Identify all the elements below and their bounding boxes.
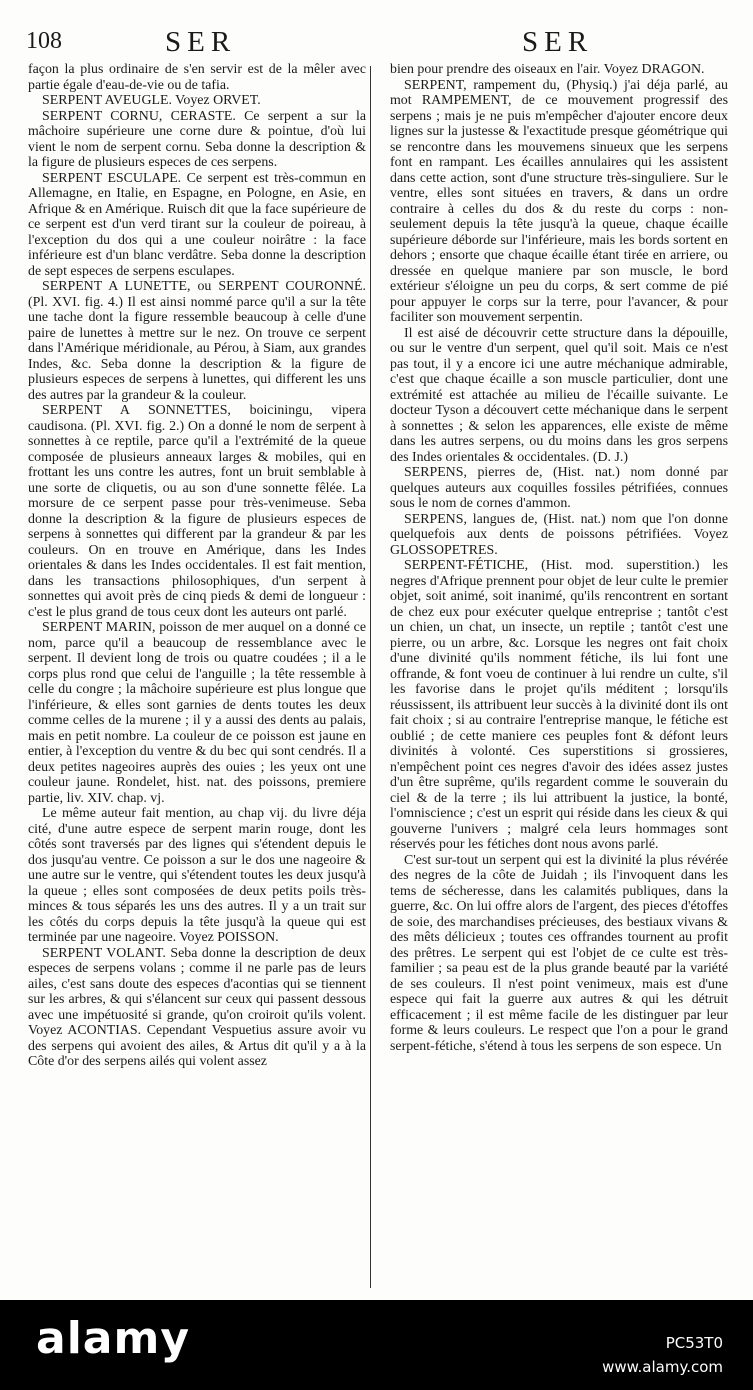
- paragraph: SERPENT ESCULAPE. Ce serpent est très-commun en Allemagne, en Italie, en Espagne, en Pologne, en Asie, en Afrique & en Amérique. Ruisch dit que la face supérieure de ce serpent est d'un verd tirant sur la couleur de poireau, à l'exception du dos qui a une couleur noirâtre : la face inférieure est d'un blanc verdâtre. Seba donne la description de sept especes de serpens esculapes.: [28, 170, 366, 279]
- paragraph: bien pour prendre des oiseaux en l'air. Voyez DRAGON.: [390, 62, 705, 77]
- running-head-left: SER: [165, 26, 237, 58]
- page-number: 108: [26, 28, 62, 54]
- right-column: [390, 62, 728, 1292]
- left-column: [28, 62, 366, 1292]
- paragraph: SERPENT A LUNETTE, ou SERPENT COURONNÉ. (Pl. XVI. fig. 4.) Il est ainsi nommé parce qu'il a sur la tête une tache dont la figure ressemble beaucoup à celle d'une paire de lunettes à mettre sur le nez. On trouve ce serpent dans l'Amérique méridionale, au Pérou, à Siam, aux grandes Indes, &c. Seba donne la description & la figure de plusieurs especes de serpens à lunettes, qui different les uns des autres par la grandeur & la couleur.: [28, 279, 366, 403]
- column-divider: [370, 66, 371, 1288]
- paragraph: SERPENT MARIN, poisson de mer auquel on a donné ce nom, parce qu'il a beaucoup de ressemblance avec le serpent. Il devient long de trois ou quatre coudées ; il a le corps plus rond que celui de l'anguille ; la tête ressemble à celle du congre ; la mâchoire supérieure est plus longue que l'inférieure, & elles sont garnies de dents toutes les deux comme celles de la murene ; il y a aussi des dents au palais, mais en petit nombre. La couleur de ce poisson est jaune en entier, à l'exception du ventre & du bec qui sont cendrés. Il a deux petites nageoires auprès des ouies ; les yeux ont une couleur jaune. Rondelet, hist. nat. des poissons, premiere partie, liv. XIV. chap. vj.: [28, 620, 366, 806]
- paragraph: SERPENT VOLANT. Seba donne la description de deux especes de serpens volans ; comme il ne parle pas de leurs ailes, c'est sans doute des especes d'acontias qui se tiennent sur les arbres, & qui s'élancent sur ceux qui passent dessous avec une impétuosité si grande, qu'on croiroit qu'ils volent. Voyez ACONTIAS. Cependant Vespuetius assure avoir vu des serpens qui avoient des ailes, & Artus dit qu'il y a à la Côte d'or des serpens ailés qui volent assez: [28, 945, 366, 1069]
- watermark-logo: alamy: [36, 1313, 190, 1364]
- paragraph: SERPENT A SONNETTES, boiciningu, vipera caudisona. (Pl. XVI. fig. 2.) On a donné le nom de serpent à sonnettes à ce reptile, parce qu'il a l'extrémité de la queue composée de plusieurs anneaux larges & mobiles, qui en frottant les uns contre les autres, font un bruit semblable à une sorte de cliquetis, ou au son d'une sonnette fêlée. La morsure de ce serpent passe pour très-venimeuse. Seba donne la description & la figure de plusieurs especes de serpens à sonnettes qui different par la grandeur & par les couleurs. On en trouve en Amérique, dans les Indes orientales & dans les Indes occidentales. Il est fait mention, dans les transactions philosophiques, d'un serpent à sonnettes qui avoit près de cinq pieds & demi de longueur : c'est le plus grand de tous ceux dont les auteurs ont parlé.: [28, 403, 366, 620]
- paragraph: façon la plus ordinaire de s'en servir est de la mêler avec partie égale d'eau-de-vie ou de tafia.: [28, 62, 366, 93]
- site-url: www.alamy.com: [602, 1358, 723, 1376]
- paragraph: SERPENS, pierres de, (Hist. nat.) nom donné par quelques auteurs aux coquilles fossiles pétrifiées, connues sous le nom de cornes d'ammon.: [390, 465, 728, 511]
- paragraph: SERPENS, langues de, (Hist. nat.) nom que l'on donne quelquefois aux dents de poissons pétrifiées. Voyez GLOSSOPETRES.: [390, 511, 728, 558]
- image-id: PC53T0: [665, 1334, 723, 1352]
- running-head-right: SER: [522, 26, 594, 58]
- stock-footer-bar: [0, 1300, 753, 1390]
- paragraph: SERPENT-FÉTICHE, (Hist. mod. superstition.) les negres d'Afrique prennent pour objet de leur culte le premier objet, soit animé, soit inanimé, qu'ils rencontrent en sortant de chez eux pour exécuter quelque entreprise ; tantôt c'est un chien, un chat, un insecte, un reptile ; tantôt c'est une pierre, ou un arbre, &c. Lorsque les negres ont fait choix d'une divinité qu'ils nomment fétiche, ils lui font une offrande, & font voeu de continuer à lui rendre un culte, s'il les favorise dans le projet qu'ils méditent ; lorsqu'ils réussissent, ils attribuent leur succès à la divinité dont ils ont fait choix ; si au contraire l'entreprise manque, le fétiche est oublié ; de cette maniere ces peuples font & défont leurs divinités à volonté. Ces superstitions si grossieres, n'empêchent point ces negres d'avoir des idées assez justes d'un être suprême, qu'ils regardent comme le souverain du ciel & de la terre ; ils lui attribuent la justice, la bonté, l'omniscience ; c'est un esprit qui réside dans les cieux & qui gouverne l'univers ; malgré cela leurs hommages sont réservés pour les fétiches dont nous avons parlé.: [390, 558, 728, 852]
- paragraph: C'est sur-tout un serpent qui est la divinité la plus révérée des negres de la côte de Juidah ; ils l'invoquent dans les tems de sécheresse, dans les calamités publiques, dans la guerre, &c. On lui offre alors de l'argent, des pieces d'étoffes de soie, des marchandises précieuses, des bestiaux vivans & des mêts délicieux ; toutes ces offrandes tournent au profit des prêtres. Le serpent qui est l'objet de ce culte est très-familier ; sa peau est de la plus grande beauté par la variété de ses couleurs. Il n'est point venimeux, mais est d'une espece qui fait la guerre aux autres & qui les détruit efficacement ; il est même facile de les distinguer par leur forme & leurs couleurs. Le respect que l'on a pour le grand serpent-fétiche, s'étend à tous les serpens de son espece. Un: [390, 852, 728, 1054]
- paragraph: SERPENT CORNU, CERASTE. Ce serpent a sur la mâchoire supérieure une corne dure & pointue, d'où lui vient le nom de serpent cornu. Seba donne la description & la figure de plusieurs especes de ces serpens.: [28, 108, 366, 170]
- page-header: [0, 22, 753, 62]
- paragraph: Le même auteur fait mention, au chap vij. du livre déja cité, d'une autre espece de serpent marin rouge, dont les côtés sont traversés par des lignes qui s'étendent depuis le dos jusqu'au ventre. Ce poisson a sur le dos une nageoire & une autre sur le ventre, qui s'étendent toutes les deux jusqu'à la queue ; elles sont composées de deux petits poils très-minces & tous séparés les uns des autres. Il y a un trait sur les côtés du corps depuis la tête jusqu'à la queue qui est terminée par une nageoire. Voyez POISSON.: [28, 806, 366, 945]
- paragraph: Il est aisé de découvrir cette structure dans la dépouille, ou sur le ventre d'un serpent, quel qu'il soit. Mais ce n'est pas tout, il y a encore ici une autre méchanique admirable, c'est que chaque écaille a son muscle particulier, dont une extrémité est attachée au milieu de l'écaille suivante. Le docteur Tyson a découvert cette méchanique dans le serpent à sonnettes ; & selon les apparences, elle existe de même dans les autres serpens, ou du moins dans les gros serpens des Indes orientales & occidentales. (D. J.): [390, 325, 728, 465]
- paragraph: SERPENT, rampement du, (Physiq.) j'ai déja parlé, au mot RAMPEMENT, de ce mouvement progressif des serpens ; mais je ne puis m'empêcher d'ajouter encore deux lignes sur la justesse & l'exactitude presque géométrique qui se rencontre dans les mouvemens sinueux que les serpens font en rampant. Les écailles annulaires qui les assistent dans cette action, sont d'une structure très-singuliere. Sur le ventre, elles sont situées en travers, & dans un ordre contraire à celles du dos & du reste du corps : non-seulement depuis la tête jusqu'à la queue, chaque écaille supérieure déborde sur l'inférieure, mais les bords sortent en dehors ; ensorte que chaque écaille étant tirée en arriere, ou dressée en quelque maniere par son muscle, le bord extérieur s'éloigne un peu du corps, & sert comme de pié pour appuyer le corps sur la terre, pour l'avancer, & pour faciliter son mouvement serpentin.: [390, 77, 728, 325]
- paragraph: SERPENT AVEUGLE. Voyez ORVET.: [42, 93, 261, 108]
